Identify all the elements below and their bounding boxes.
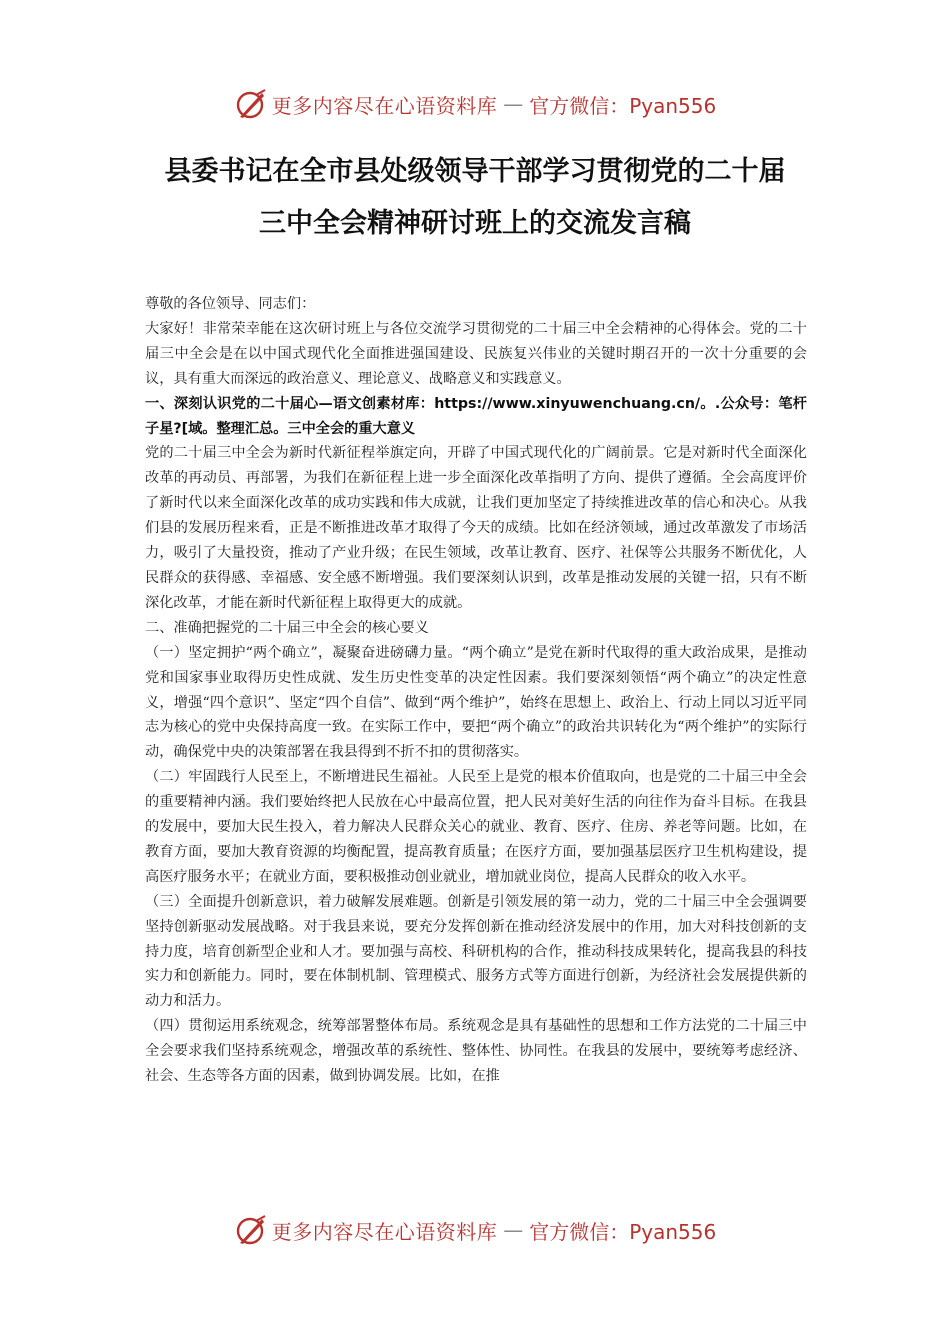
banner-wechat: 官方微信：Pyan556	[529, 1219, 717, 1244]
salutation: 尊敬的各位领导、同志们：	[145, 296, 316, 312]
title-line-1: 县委书记在全市县处级领导干部学习贯彻党的二十届	[164, 156, 786, 187]
body-paragraph: （三）全面提升创新意识，着力破解发展难题。创新是引领发展的第一动力，党的二十届三中全会强调要坚持创新驱动发展战略。对于我县来说，要充分发挥创新在推动经济发展中的作用，加大对科技创新的支持力度，培育创新型企业和人才。要加强与高校、科研机构的合作，推动科技成果转化，提高我县的科技实力和创新能力。同时，要在体制机制、管理模式、服务方式等方面进行创新，为经济社会发展提供新的动力和活力。	[145, 893, 807, 1010]
banner-wechat: 官方微信：Pyan556	[529, 93, 717, 118]
banner-text: 更多内容尽在心语资料库	[271, 93, 498, 118]
body-paragraph: （二）牢固践行人民至上，不断增进民生福祉。人民至上是党的根本价值取向，也是党的二十届三中全会的重要精神内涵。我们要始终把人民放在心中最高位置，把人民对美好生活的向往作为奋斗目标。在我县的发展中，要加大民生投入，着力解决人民群众关心的就业、教育、医疗、住房、养老等问题。比如，在教育方面，要加大教育资源的均衡配置，提高教育质量；在医疗方面，要加强基层医疗卫生机构建设，提高医疗服务水平；在就业方面，要积极推动创业就业，增加就业岗位，提高人民群众的收入水平。	[145, 769, 807, 885]
banner-text: 更多内容尽在心语资料库	[271, 1219, 498, 1244]
body-paragraph: （一）坚定拥护“两个确立”，凝聚奋进磅礴力量。“两个确立”是党在新时代取得的重大政治成果，是推动党和国家事业取得历史性成就、发生历史性变革的决定性因素。我们要深刻领悟“两个确立”的决定性意义，增强“四个意识”、坚定“四个自信”、做到“两个维护”，始终在思想上、政治上、行动上同以习近平同志为核心的党中央保持高度一致。在实际工作中，要把“两个确立”的政治共识转化为“两个维护”的实际行动，确保党中央的决策部署在我县得到不折不扣的贯彻落实。	[145, 644, 807, 761]
body-paragraph: 党的二十届三中全会为新时代新征程举旗定向，开辟了中国式现代化的广阔前景。它是对新时代全面深化改革的再动员、再部署，为我们在新征程上进一步全面深化改革指明了方向、提供了遵循。全会高度评价了新时代以来全面深化改革的成功实践和伟大成就，让我们更加坚定了持续推进改革的信心和决心。从我们县的发展历程来看，正是不断推进改革才取得了今天的成绩。比如在经济领域，通过改革激发了市场活力，吸引了大量投资，推动了产业升级；在民生领域，改革让教育、医疗、社保等公共服务不断优化，人民群众的获得感、幸福感、安全感不断增强。我们要深刻认识到，改革是推动发展的关键一招，只有不断深化改革，才能在新时代新征程上取得更大的成就。	[145, 445, 807, 611]
header-watermark-banner	[0, 84, 950, 124]
banner-separator: —	[503, 1218, 524, 1242]
document-body	[145, 292, 807, 1089]
quill-seal-icon	[234, 87, 268, 121]
banner-separator: —	[503, 92, 524, 116]
body-paragraph: 大家好！非常荣幸能在这次研讨班上与各位交流学习贯彻党的二十届三中全会精神的心得体会。党的二十届三中全会是在以中国式现代化全面推进强国建设、民族复兴伟业的关键时期召开的一次十分重要的会议，具有重大而深远的政治意义、理论意义、战略意义和实践意义。	[145, 320, 807, 387]
section-heading: 一、深刻认识党的二十届心—语文创素材库：https://www.xinyuwenchuang.cn/。.公众号：笔杆子星?[域。整理汇总。三中全会的重大意义	[145, 395, 807, 437]
quill-seal-icon	[234, 1213, 268, 1247]
body-paragraph: （四）贯彻运用系统观念，统筹部署整体布局。系统观念是具有基础性的思想和工作方法党的二十届三中全会要求我们坚持系统观念，增强改革的系统性、整体性、协同性。在我县的发展中，要统筹考虑经济、社会、生态等各方面的因素，做到协调发展。比如，在推	[145, 1018, 807, 1085]
section-heading: 二、准确把握党的二十届三中全会的核心要义	[145, 619, 429, 636]
footer-watermark-banner	[0, 1210, 950, 1250]
document-title	[60, 146, 890, 250]
title-line-2: 三中全会精神研讨班上的交流发言稿	[259, 208, 691, 239]
